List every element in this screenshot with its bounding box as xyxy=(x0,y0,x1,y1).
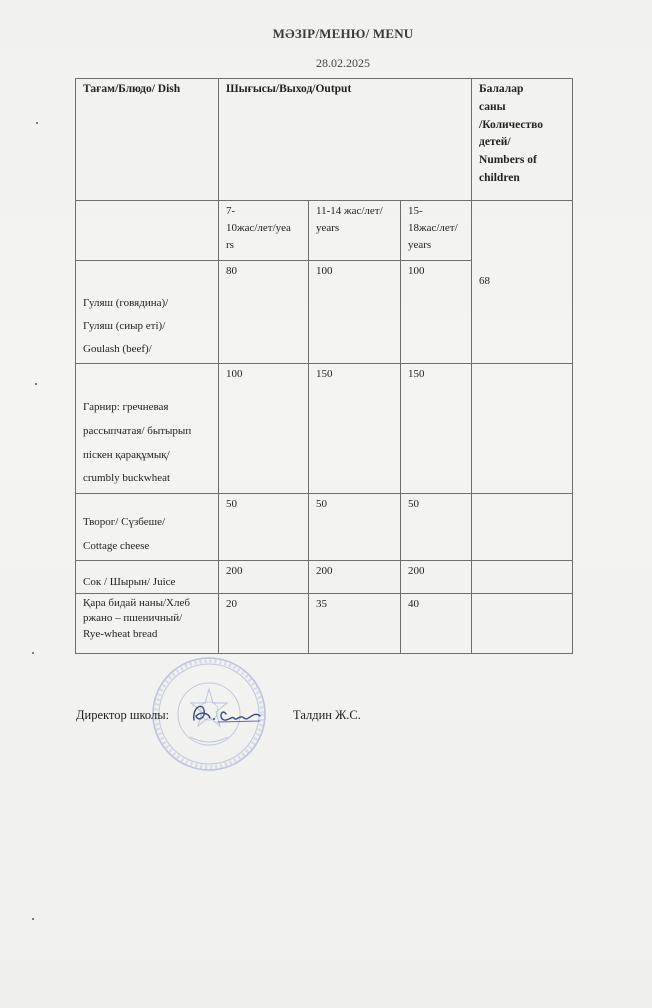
dish-name: Сок / Шырын/ Juice xyxy=(76,561,219,594)
output-15-18: 150 xyxy=(401,364,472,494)
output-11-14: 35 xyxy=(309,594,401,654)
output-11-14: 100 xyxy=(309,261,401,364)
children-empty xyxy=(472,561,573,594)
margin-mark xyxy=(32,918,34,920)
dish-name: Гарнир: гречневая рассыпчатая/ бытырып піскен қарақұмық/ crumbly buckwheat xyxy=(76,364,219,494)
output-11-14: 50 xyxy=(309,494,401,561)
age-group-7-10: 7- 10жас/лет/yea rs xyxy=(219,201,309,261)
table-header-row xyxy=(76,79,573,201)
output-7-10: 100 xyxy=(219,364,309,494)
children-empty xyxy=(472,494,573,561)
director-signature xyxy=(188,698,262,728)
output-11-14: 150 xyxy=(309,364,401,494)
output-11-14: 200 xyxy=(309,561,401,594)
output-7-10: 80 xyxy=(219,261,309,364)
director-name: Талдин Ж.С. xyxy=(293,708,361,722)
menu-table xyxy=(75,78,573,654)
header-dish: Тағам/Блюдо/ Dish xyxy=(76,79,219,201)
dish-name: Қара бидай наны/Хлеб ржано – пшеничный/ Rye-wheat bread xyxy=(76,594,219,654)
table-row xyxy=(76,364,573,494)
header-children-count: Балалар саны /Количество детей/ Numbers of children xyxy=(472,79,573,201)
age-group-11-14: 11-14 жас/лет/ years xyxy=(309,201,401,261)
age-groups-row xyxy=(76,201,573,261)
output-15-18: 200 xyxy=(401,561,472,594)
dish-name: Творог/ Сүзбеше/ Cottage cheese xyxy=(76,494,219,561)
age-groups-spacer xyxy=(76,201,219,261)
output-15-18: 40 xyxy=(401,594,472,654)
page-title: МӘЗІР/МЕНЮ/ MENU xyxy=(272,26,414,41)
children-count: 68 xyxy=(472,201,573,364)
margin-mark xyxy=(36,122,38,124)
margin-mark xyxy=(32,652,34,654)
table-row xyxy=(76,594,573,654)
table-row xyxy=(76,561,573,594)
output-7-10: 200 xyxy=(219,561,309,594)
children-empty xyxy=(472,364,573,494)
director-label: Директор школы: xyxy=(76,708,170,722)
table-row xyxy=(76,494,573,561)
margin-mark xyxy=(35,383,37,385)
menu-date: 28.02.2025 xyxy=(316,56,370,70)
header-output: Шығысы/Выход/Output xyxy=(219,79,472,201)
output-7-10: 50 xyxy=(219,494,309,561)
age-group-15-18: 15- 18жас/лет/ years xyxy=(401,201,472,261)
output-15-18: 50 xyxy=(401,494,472,561)
output-15-18: 100 xyxy=(401,261,472,364)
dish-name: Гуляш (говядина)/ Гуляш (сиыр еті)/ Goulash (beef)/ xyxy=(76,261,219,364)
children-empty xyxy=(472,594,573,654)
output-7-10: 20 xyxy=(219,594,309,654)
